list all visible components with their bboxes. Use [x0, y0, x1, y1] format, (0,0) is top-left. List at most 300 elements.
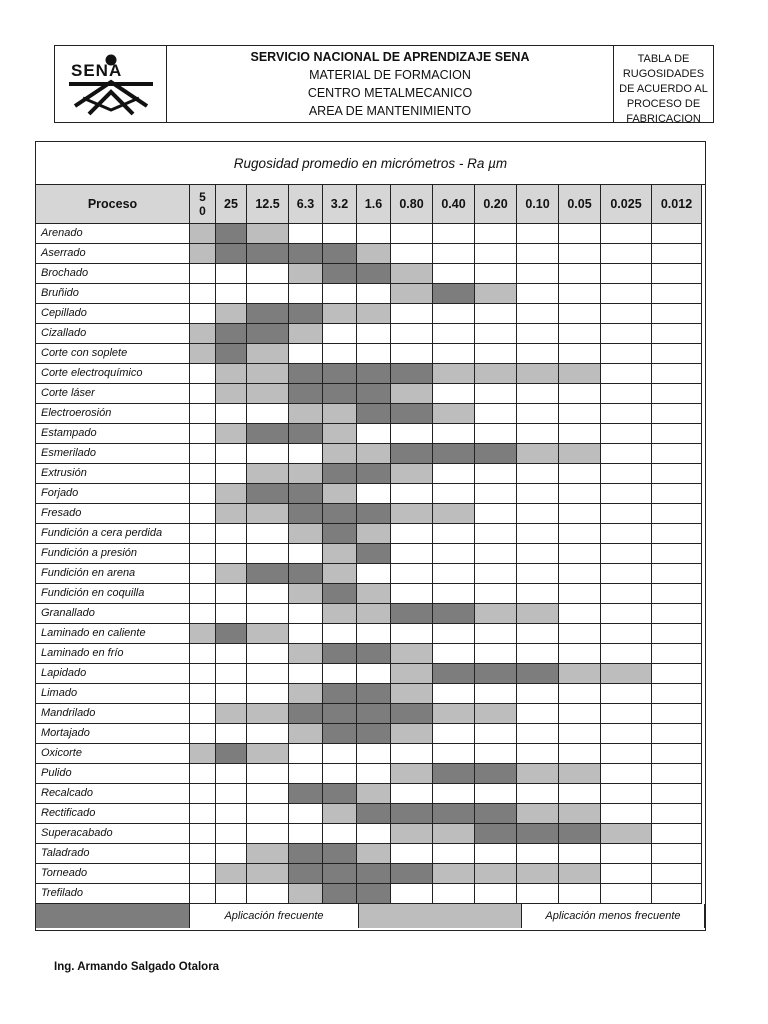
- table-cell: [216, 804, 247, 824]
- table-cell: [391, 424, 433, 444]
- table-cell: [190, 244, 216, 264]
- table-cell: [391, 684, 433, 704]
- table-cell: [433, 844, 475, 864]
- table-cell: [357, 404, 391, 424]
- table-cell: [475, 424, 517, 444]
- table-cell: [357, 664, 391, 684]
- table-cell: [601, 384, 652, 404]
- table-cell: [216, 244, 247, 264]
- table-cell: [475, 364, 517, 384]
- table-cell: [357, 784, 391, 804]
- table-cell: [559, 484, 601, 504]
- table-cell: [323, 844, 357, 864]
- table-cell: [652, 224, 702, 244]
- table-cell: [323, 624, 357, 644]
- table-cell: [475, 224, 517, 244]
- table-cell: [391, 404, 433, 424]
- table-cell: [247, 304, 289, 324]
- table-cell: [190, 304, 216, 324]
- table-cell: [652, 444, 702, 464]
- table-title: Rugosidad promedio en micrómetros - Ra µm: [36, 142, 705, 185]
- table-row-label: Oxicorte: [36, 744, 190, 764]
- table-cell: [433, 444, 475, 464]
- table-cell: [601, 304, 652, 324]
- table-cell: [323, 604, 357, 624]
- table-cell: [517, 504, 559, 524]
- table-cell: [323, 684, 357, 704]
- table-row-label: Laminado en frío: [36, 644, 190, 664]
- table-cell: [247, 804, 289, 824]
- table-cell: [323, 764, 357, 784]
- table-cell: [289, 784, 323, 804]
- table-cell: [216, 264, 247, 284]
- table-cell: [601, 244, 652, 264]
- col-header-value: 3.2: [323, 185, 357, 224]
- table-cell: [247, 384, 289, 404]
- table-cell: [517, 844, 559, 864]
- table-cell: [433, 824, 475, 844]
- table-cell: [517, 444, 559, 464]
- table-cell: [391, 224, 433, 244]
- table-cell: [559, 564, 601, 584]
- table-cell: [433, 704, 475, 724]
- table-cell: [475, 484, 517, 504]
- table-cell: [601, 644, 652, 664]
- table-cell: [323, 584, 357, 604]
- table-cell: [433, 484, 475, 504]
- table-cell: [475, 704, 517, 724]
- table-cell: [216, 504, 247, 524]
- table-cell: [517, 544, 559, 564]
- table-cell: [247, 344, 289, 364]
- table-cell: [190, 644, 216, 664]
- table-row-label: Estampado: [36, 424, 190, 444]
- table-cell: [517, 644, 559, 664]
- table-cell: [357, 424, 391, 444]
- table-cell: [323, 524, 357, 544]
- svg-text:SENA: SENA: [71, 61, 123, 80]
- table-cell: [323, 364, 357, 384]
- table-cell: [190, 804, 216, 824]
- table-cell: [433, 384, 475, 404]
- table-cell: [652, 704, 702, 724]
- table-cell: [190, 364, 216, 384]
- table-cell: [391, 324, 433, 344]
- table-cell: [652, 524, 702, 544]
- table-cell: [289, 704, 323, 724]
- table-cell: [601, 404, 652, 424]
- table-cell: [323, 564, 357, 584]
- table-cell: [323, 444, 357, 464]
- table-cell: [391, 284, 433, 304]
- table-cell: [475, 504, 517, 524]
- table-row-label: Lapidado: [36, 664, 190, 684]
- table-cell: [475, 564, 517, 584]
- table-cell: [391, 764, 433, 784]
- table-cell: [357, 304, 391, 324]
- table-cell: [433, 364, 475, 384]
- doc-title-line-1: TABLA DE RUGOSIDADES: [622, 53, 705, 80]
- table-cell: [517, 624, 559, 644]
- table-cell: [559, 864, 601, 884]
- table-cell: [517, 724, 559, 744]
- table-cell: [601, 744, 652, 764]
- table-cell: [517, 664, 559, 684]
- table-cell: [652, 284, 702, 304]
- table-cell: [247, 664, 289, 684]
- table-cell: [323, 244, 357, 264]
- table-cell: [517, 284, 559, 304]
- table-cell: [357, 844, 391, 864]
- table-row-label: Aserrado: [36, 244, 190, 264]
- table-cell: [652, 264, 702, 284]
- table-cell: [289, 244, 323, 264]
- table-cell: [323, 384, 357, 404]
- table-cell: [289, 864, 323, 884]
- table-cell: [517, 324, 559, 344]
- table-cell: [601, 484, 652, 504]
- table-cell: [247, 564, 289, 584]
- table-cell: [357, 344, 391, 364]
- table-cell: [289, 724, 323, 744]
- table-row-label: Corte con soplete: [36, 344, 190, 364]
- table-cell: [601, 584, 652, 604]
- table-cell: [517, 244, 559, 264]
- table-row-label: Arenado: [36, 224, 190, 244]
- table-cell: [289, 604, 323, 624]
- table-cell: [391, 824, 433, 844]
- table-cell: [517, 464, 559, 484]
- table-cell: [247, 764, 289, 784]
- table-cell: [323, 304, 357, 324]
- table-cell: [601, 564, 652, 584]
- table-cell: [190, 444, 216, 464]
- table-cell: [323, 544, 357, 564]
- table-cell: [652, 304, 702, 324]
- table-cell: [475, 444, 517, 464]
- table-cell: [216, 424, 247, 444]
- table-cell: [289, 544, 323, 564]
- table-cell: [216, 864, 247, 884]
- table-cell: [433, 424, 475, 444]
- table-cell: [433, 544, 475, 564]
- table-cell: [652, 804, 702, 824]
- table-cell: [601, 224, 652, 244]
- table-cell: [391, 604, 433, 624]
- table-row-label: Mortajado: [36, 724, 190, 744]
- table-cell: [216, 644, 247, 664]
- table-cell: [289, 564, 323, 584]
- roughness-table: [35, 141, 706, 931]
- table-cell: [601, 784, 652, 804]
- table-cell: [475, 244, 517, 264]
- table-row-label: Corte electroquímico: [36, 364, 190, 384]
- table-cell: [433, 664, 475, 684]
- table-cell: [433, 644, 475, 664]
- header-line-1: SERVICIO NACIONAL DE APRENDIZAJE SENA: [250, 50, 530, 64]
- table-cell: [216, 484, 247, 504]
- table-cell: [559, 244, 601, 264]
- table-cell: [601, 424, 652, 444]
- table-cell: [559, 824, 601, 844]
- table-cell: [190, 784, 216, 804]
- table-cell: [652, 724, 702, 744]
- table-cell: [475, 324, 517, 344]
- table-cell: [517, 224, 559, 244]
- table-cell: [559, 804, 601, 824]
- table-cell: [216, 524, 247, 544]
- table-cell: [323, 284, 357, 304]
- table-cell: [559, 524, 601, 544]
- table-row-label: Fundición a presión: [36, 544, 190, 564]
- table-cell: [517, 364, 559, 384]
- table-cell: [357, 524, 391, 544]
- table-cell: [601, 884, 652, 904]
- table-cell: [323, 484, 357, 504]
- table-cell: [289, 324, 323, 344]
- table-cell: [559, 884, 601, 904]
- table-cell: [216, 724, 247, 744]
- table-cell: [652, 844, 702, 864]
- col-header-value: 12.5: [247, 185, 289, 224]
- table-cell: [216, 404, 247, 424]
- table-cell: [323, 784, 357, 804]
- col-header-value: 25: [216, 185, 247, 224]
- table-cell: [391, 704, 433, 724]
- table-cell: [391, 804, 433, 824]
- table-cell: [652, 544, 702, 564]
- table-cell: [190, 284, 216, 304]
- legend-less-frequent-swatch: [359, 904, 522, 928]
- table-cell: [289, 464, 323, 484]
- table-cell: [433, 724, 475, 744]
- table-cell: [391, 344, 433, 364]
- table-cell: [433, 684, 475, 704]
- table-cell: [216, 464, 247, 484]
- table-cell: [391, 384, 433, 404]
- table-row-label: Limado: [36, 684, 190, 704]
- table-row-label: Fundición en coquilla: [36, 584, 190, 604]
- table-cell: [559, 664, 601, 684]
- table-row-label: Laminado en caliente: [36, 624, 190, 644]
- table-cell: [433, 744, 475, 764]
- table-cell: [357, 324, 391, 344]
- table-cell: [323, 704, 357, 724]
- table-cell: [601, 824, 652, 844]
- table-cell: [357, 684, 391, 704]
- table-cell: [289, 664, 323, 684]
- table-cell: [517, 744, 559, 764]
- table-cell: [433, 504, 475, 524]
- table-cell: [357, 364, 391, 384]
- table-cell: [391, 844, 433, 864]
- table-cell: [559, 724, 601, 744]
- table-cell: [289, 364, 323, 384]
- table-cell: [517, 304, 559, 324]
- table-cell: [475, 304, 517, 324]
- table-cell: [601, 724, 652, 744]
- table-cell: [190, 604, 216, 624]
- table-cell: [190, 764, 216, 784]
- table-cell: [323, 324, 357, 344]
- table-cell: [652, 464, 702, 484]
- table-row-label: Mandrilado: [36, 704, 190, 724]
- table-cell: [216, 584, 247, 604]
- table-row-label: Fresado: [36, 504, 190, 524]
- table-cell: [357, 624, 391, 644]
- table-cell: [391, 244, 433, 264]
- table-cell: [391, 524, 433, 544]
- document-header: [54, 45, 714, 123]
- table-cell: [652, 484, 702, 504]
- table-row-label: Cizallado: [36, 324, 190, 344]
- table-cell: [247, 244, 289, 264]
- table-cell: [289, 764, 323, 784]
- table-cell: [475, 524, 517, 544]
- table-cell: [357, 384, 391, 404]
- table-cell: [190, 824, 216, 844]
- table-cell: [216, 824, 247, 844]
- header-doc-title: [614, 46, 713, 125]
- table-cell: [289, 504, 323, 524]
- table-cell: [323, 664, 357, 684]
- table-cell: [247, 424, 289, 444]
- table-cell: [190, 344, 216, 364]
- table-cell: [357, 804, 391, 824]
- table-row-label: Esmerilado: [36, 444, 190, 464]
- header-line-4: AREA DE MANTENIMIENTO: [308, 104, 472, 118]
- table-row-label: Extrusión: [36, 464, 190, 484]
- table-cell: [433, 564, 475, 584]
- table-cell: [190, 844, 216, 864]
- table-cell: [247, 524, 289, 544]
- table-cell: [652, 504, 702, 524]
- table-cell: [601, 604, 652, 624]
- table-cell: [289, 404, 323, 424]
- table-cell: [357, 504, 391, 524]
- table-cell: [559, 764, 601, 784]
- table-cell: [601, 524, 652, 544]
- table-row-label: Brochado: [36, 264, 190, 284]
- table-cell: [433, 324, 475, 344]
- table-row-label: Fundición a cera perdida: [36, 524, 190, 544]
- table-cell: [559, 324, 601, 344]
- table-cell: [190, 864, 216, 884]
- table-cell: [475, 544, 517, 564]
- table-cell: [433, 284, 475, 304]
- table-cell: [652, 584, 702, 604]
- table-cell: [559, 584, 601, 604]
- table-cell: [247, 484, 289, 504]
- table-cell: [289, 264, 323, 284]
- table-cell: [289, 884, 323, 904]
- col-header-value: 0.20: [475, 185, 517, 224]
- table-cell: [517, 484, 559, 504]
- table-cell: [517, 824, 559, 844]
- table-cell: [216, 384, 247, 404]
- table-cell: [391, 784, 433, 804]
- table-cell: [601, 464, 652, 484]
- table-cell: [357, 704, 391, 724]
- table-cell: [190, 324, 216, 344]
- table-cell: [652, 884, 702, 904]
- table-cell: [247, 864, 289, 884]
- table-cell: [475, 264, 517, 284]
- author-footer: Ing. Armando Salgado Otalora: [54, 961, 220, 973]
- legend-less-frequent-label: Aplicación menos frecuente: [522, 904, 705, 928]
- table-cell: [190, 224, 216, 244]
- table-cell: [357, 584, 391, 604]
- col-header-value: 5 0: [190, 185, 216, 224]
- table-cell: [247, 644, 289, 664]
- table-cell: [323, 824, 357, 844]
- table-cell: [559, 424, 601, 444]
- table-cell: [475, 804, 517, 824]
- table-cell: [247, 404, 289, 424]
- table-row-label: Rectificado: [36, 804, 190, 824]
- table-cell: [433, 804, 475, 824]
- col-header-value: 6.3: [289, 185, 323, 224]
- table-cell: [517, 564, 559, 584]
- table-cell: [190, 264, 216, 284]
- table-cell: [391, 864, 433, 884]
- table-cell: [289, 684, 323, 704]
- table-cell: [190, 724, 216, 744]
- col-header-value: 0.80: [391, 185, 433, 224]
- table-cell: [433, 264, 475, 284]
- table-cell: [323, 224, 357, 244]
- table-cell: [247, 504, 289, 524]
- table-cell: [289, 444, 323, 464]
- table-cell: [391, 504, 433, 524]
- table-cell: [289, 484, 323, 504]
- table-row-label: Pulido: [36, 764, 190, 784]
- table-cell: [601, 284, 652, 304]
- table-cell: [357, 544, 391, 564]
- col-header-value: 0.10: [517, 185, 559, 224]
- table-cell: [601, 344, 652, 364]
- table-cell: [323, 864, 357, 884]
- table-cell: [247, 464, 289, 484]
- table-cell: [190, 564, 216, 584]
- table-row-label: Granallado: [36, 604, 190, 624]
- table-cell: [601, 444, 652, 464]
- table-cell: [323, 464, 357, 484]
- table-cell: [475, 764, 517, 784]
- table-row-label: Cepillado: [36, 304, 190, 324]
- table-cell: [357, 484, 391, 504]
- table-cell: [323, 644, 357, 664]
- header-line-2: MATERIAL DE FORMACION: [309, 68, 471, 82]
- table-cell: [652, 324, 702, 344]
- table-cell: [323, 744, 357, 764]
- table-cell: [357, 464, 391, 484]
- table-cell: [391, 444, 433, 464]
- col-header-value: 1.6: [357, 185, 391, 224]
- table-cell: [601, 704, 652, 724]
- table-cell: [190, 664, 216, 684]
- table-cell: [601, 684, 652, 704]
- table-cell: [216, 604, 247, 624]
- table-cell: [517, 784, 559, 804]
- table-cell: [433, 224, 475, 244]
- table-cell: [517, 524, 559, 544]
- table-cell: [517, 684, 559, 704]
- table-cell: [559, 364, 601, 384]
- table-cell: [190, 884, 216, 904]
- table-cell: [652, 624, 702, 644]
- table-cell: [475, 584, 517, 604]
